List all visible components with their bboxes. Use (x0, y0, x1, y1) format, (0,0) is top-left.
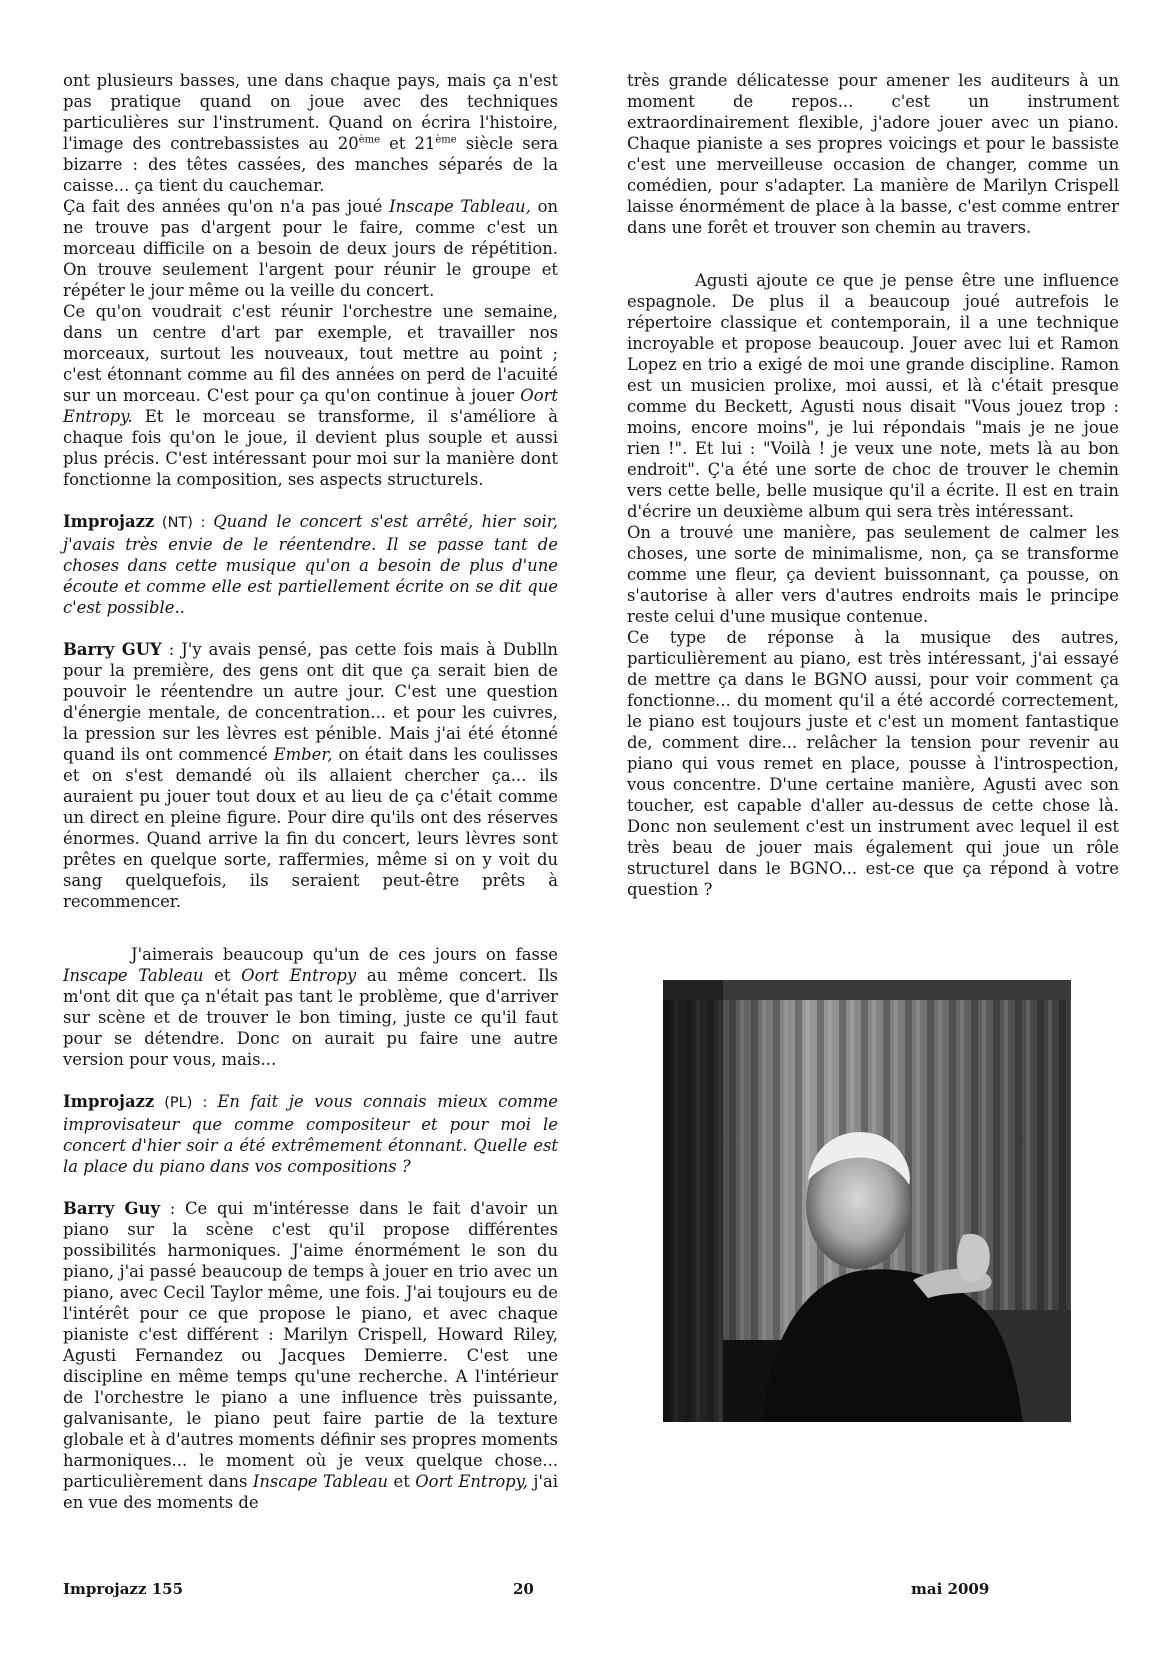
photo (663, 980, 1071, 1422)
page-footer (63, 1580, 990, 1604)
photo-image (663, 980, 1071, 1422)
magazine-issue: Improjazz 155 (63, 1580, 183, 1598)
paragraph: ont plusieurs basses, une dans chaque pays, mais ça n'est pas pratique quand on joue avec des techniques particulières sur l'instrument. Quand on écrira l'histoire, l'image des contrebassistes au 20ème et 21ème siècle sera bizarre : des têtes cassées, des manches séparés de la caisse... ça tient du cauchemar. (63, 71, 558, 195)
paragraph: Ce type de réponse à la musique des autres, particulièrement au piano, est très intéressant, j'ai essayé de mettre ça dans le BGNO aussi, pour voir comment ça fonctionne... du moment qu'il a été accordé correctement, le piano est toujours juste et c'est un moment fantastique de, comment dire... relâcher la tension pour revenir au piano qui vous remet en place, pousse à l'introspection, vous concentre. D'une certaine manière, Agusti avec son toucher, est capable d'aller au-dessus de cette chose là. Donc non seulement c'est un instrument avec lequel il est très beau de jouer mais également qui joue un rôle structurel dans le BGNO... est-ce que ça répond à votre question ? (627, 628, 1119, 899)
paragraph: Agusti ajoute ce que je pense être une influence espagnole. De plus il a beaucoup joué autrefois le répertoire classique et contemporain, il a une technique incroyable et propose beaucoup. Jouer avec lui et Ramon Lopez en trio a exigé de moi une grande discipline. Ramon est un musicien prolixe, moi aussi, et là c'était presque comme du Beckett, Agusti nous disait "Vous jouez trop : moins, encore moins", je lui répondais "mais je ne joue rien !". Et lui : "Voilà ! je veux une note, mets là au bon endroit". Ç'a été une sorte de choc de trouver le chemin vers cette belle, belle musique qu'il a écrite. Il est en train d'écrire un deuxième album qui sera très intéressant. (627, 271, 1119, 521)
page-number: 20 (513, 1580, 534, 1598)
paragraph: très grande délicatesse pour amener les auditeurs à un moment de repos... c'est un instrument extraordinairement flexible, j'adore jouer avec un piano. Chaque pianiste a ses propres voicings et pour le bassiste c'est une merveilleuse occasion de changer, comme un comédien, pour s'adapter. La manière de Marilyn Crispell laisse énormément de place à la basse, c'est comme entrer dans une forêt et trouver son chemin au travers. (627, 71, 1119, 237)
speaker-name: Improjazz (63, 512, 155, 531)
paragraph: J'aimerais beaucoup qu'un de ces jours on fasse Inscape Tableau et Oort Entropy au même concert. Ils m'ont dit que ça n'était pas tant le problème, que d'arriver sur scène et de trouver le bon timing, juste ce qu'il faut pour se détendre. Donc on aurait pu faire une autre version pour vous, mais... (63, 945, 558, 1069)
issue-date: mai 2009 (911, 1580, 990, 1598)
paragraph: Ça fait des années qu'on n'a pas joué Inscape Tableau, on ne trouve pas d'argent pour le faire, comme c'est un morceau difficile on a besoin de deux jours de répétition. On trouve seulement l'argent pour réunir le groupe et répéter le jour même ou la veille du concert. (63, 197, 559, 300)
interview-answer: Barry Guy : Ce qui m'intéresse dans le fait d'avoir un piano sur la scène c'est qu'il propose différentes possibilités harmoniques. J'aime énormément le son du piano, j'ai passé beaucoup de temps à jouer en trio avec un piano, avec Cecil Taylor même, une fois. J'ai toujours eu de l'intérêt pour ce que propose le piano, et avec chaque pianiste c'est différent : Marilyn Crispell, Howard Riley, Agusti Fernandez ou Jacques Demierre. C'est une discipline en même temps qu'une recherche. A l'intérieur de l'orchestre le piano a une influence très puissante, galvanisante, le piano peut faire partie de la texture globale et à d'autres moments définir ses propres moments harmoniques... le moment où je veux quelque chose... particulièrement dans Inscape Tableau et Oort Entropy, j'ai en vue des moments de (63, 1199, 558, 1512)
interview-question: Improjazz (PL) : En fait je vous connais mieux comme improvisateur que comme compositeur et pour moi le concert d'hier soir a été extrêmement étonnant. Quelle est la place du piano dans vos compositions ? (63, 1092, 558, 1176)
interview-answer: Barry GUY : J'y avais pensé, pas cette fois mais à Dublln pour la première, des gens ont dit que ça serait bien de pouvoir le réentendre un autre jour. C'est une question d'énergie mentale, de concentration... et pour les cuivres, la pression sur les lèvres est pénible. Mais j'ai été étonné quand ils ont commencé Ember, on était dans les coulisses et on s'est demandé où ils allaient chercher ça... ils auraient pu jouer tout doux et au lieu de ça c'était comme un direct en pleine figure. Pour dire qu'ils ont des réserves énormes. Quand arrive la fin du concert, leurs lèvres sont prêtes en quelque sorte, raffermies, même si on y voit du sang quelquefois, ils seraient peut-être prêts à recommencer. (63, 640, 558, 911)
speaker-name: Barry Guy (63, 1199, 160, 1218)
right-column (627, 70, 1119, 900)
paragraph: On a trouvé une manière, pas seulement de calmer les choses, une sorte de minimalisme, non, ça se transforme comme une fleur, ça devient buissonnant, ça pousse, on s'autorise à aller vers d'autres endroits mais le principe reste celui d'une musique contenue. (627, 523, 1119, 626)
speaker-name: Barry GUY (63, 640, 162, 659)
interview-question: Improjazz (NT) : Quand le concert s'est arrêté, hier soir, j'avais très envie de le réentendre. Il se passe tant de choses dans cette musique qu'on a besoin de plus d'une écoute et comme elle est partiellement écrite on se dit que c'est possible.. (63, 512, 559, 617)
left-column (63, 70, 558, 1513)
paragraph: Ce qu'on voudrait c'est réunir l'orchestre une semaine, dans un centre d'art par exemple, et travailler nos morceaux, surtout les nouveaux, tout mettre au point ; c'est étonnant comme au fil des années on perd de l'acuité sur un morceau. C'est pour ça qu'on continue à jouer Oort Entropy. Et le morceau se transforme, il s'améliore à chaque fois qu'on le joue, il devient plus souple et aussi plus précis. C'est intéressant pour moi sur la manière dont fonctionne la composition, ses aspects structurels. (63, 302, 558, 489)
speaker-name: Improjazz (63, 1092, 155, 1111)
